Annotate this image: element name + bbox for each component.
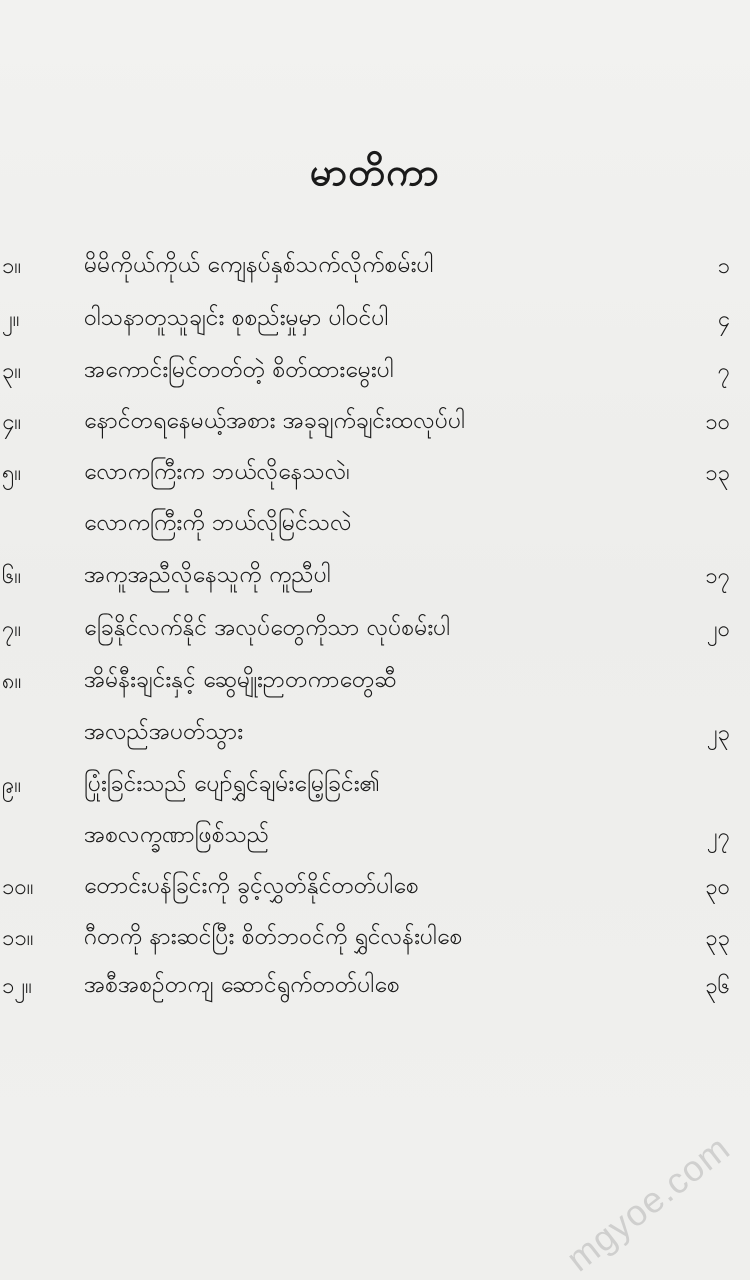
entry-page-number: ၁ (717, 253, 730, 279)
entry-number: ၆။ (2, 563, 22, 589)
entry-number: ၁။ (2, 253, 22, 279)
toc-entry-10 (0, 866, 750, 910)
toc-entry-2 (0, 298, 750, 342)
entry-title: အစလက္ခဏာဖြစ်သည် (84, 822, 270, 848)
toc-entry-9 (0, 764, 750, 808)
entry-title: အစီအစဉ်တကျ ဆောင်ရွက်တတ်ပါစေ (84, 972, 400, 998)
entry-title: အိမ်နီးချင်းနှင့် ဆွေမျိုးဉာတကာတွေဆီ (84, 667, 397, 693)
entry-page-number: ၁၇ (705, 563, 730, 589)
entry-title: ခြေနိုင်လက်နိုင် အလုပ်တွေကိုသာ လုပ်စမ်းပါ (84, 615, 451, 641)
toc-entry-11 (0, 917, 750, 961)
toc-entry-5 (0, 452, 750, 496)
entry-title: အလည်အပတ်သွား (84, 719, 244, 745)
entry-title: အကောင်းမြင်တတ်တဲ့ စိတ်ထားမွေးပါ (84, 357, 394, 383)
entry-page-number: ၂၀ (706, 616, 730, 642)
entry-number: ၁၂။ (2, 973, 32, 999)
entry-number: ၁၁။ (2, 925, 34, 951)
toc-entry-4 (0, 401, 750, 445)
entry-number: ၂။ (2, 306, 20, 332)
page-title: မာတိကာ (309, 150, 441, 194)
entry-title: လောကကြီးကို ဘယ်လိုမြင်သလဲ (84, 510, 352, 536)
entry-number: ၅။ (2, 460, 22, 486)
entry-page-number: ၃၆ (705, 973, 730, 999)
entry-page-number: ၂၃ (706, 720, 730, 746)
entry-number: ၄။ (2, 409, 22, 435)
toc-entry-1 (0, 245, 750, 289)
entry-title: ဂီတကို နားဆင်ပြီး စိတ်ဘဝင်ကို ရွှင်လန်းပါစေ (84, 924, 463, 950)
entry-title: တောင်းပန်ခြင်းကို ခွင့်လွှတ်နိုင်တတ်ပါစေ (84, 873, 419, 899)
toc-entry-7 (0, 608, 750, 652)
entry-page-number: ၇ (717, 358, 730, 384)
entry-number: ၃။ (2, 358, 22, 384)
entry-title: လောကကြီးက ဘယ်လိုနေသလဲ၊ (84, 459, 350, 485)
entry-number: ၈။ (2, 668, 22, 694)
toc-entry-5-cont (0, 503, 750, 547)
entry-page-number: ၁၃ (705, 460, 730, 486)
entry-title: နောင်တရနေမယ့်အစား အခုချက်ချင်းထလုပ်ပါ (84, 408, 466, 434)
toc-entry-12 (0, 965, 750, 1009)
toc-entry-8-cont (0, 712, 750, 756)
toc-entry-3 (0, 350, 750, 394)
entry-page-number: ၄ (717, 306, 730, 332)
entry-page-number: ၂၇ (706, 823, 730, 849)
entry-title: ပြုံးခြင်းသည် ပျော်ရွှင်ချမ်းမြေ့ခြင်း၏ (84, 771, 381, 797)
entry-page-number: ၃၃ (705, 925, 730, 951)
watermark-text: mgyoe.com (558, 1126, 738, 1280)
toc-entry-8 (0, 660, 750, 704)
entry-number: ၇။ (2, 616, 22, 642)
entry-page-number: ၃၀ (705, 874, 730, 900)
toc-entry-6 (0, 555, 750, 599)
toc-entry-9-cont (0, 815, 750, 859)
entry-number: ၁၀။ (2, 874, 34, 900)
entry-title: အကူအညီလိုနေသူကို ကူညီပါ (84, 562, 331, 588)
entry-page-number: ၁၀ (705, 409, 730, 435)
entry-number: ၉။ (2, 772, 22, 798)
entry-title: မိမိကိုယ်ကိုယ် ကျေနပ်နှစ်သက်လိုက်စမ်းပါ (84, 252, 434, 278)
entry-title: ဝါသနာတူသူချင်း စုစည်းမှုမှာ ပါဝင်ပါ (84, 305, 389, 331)
